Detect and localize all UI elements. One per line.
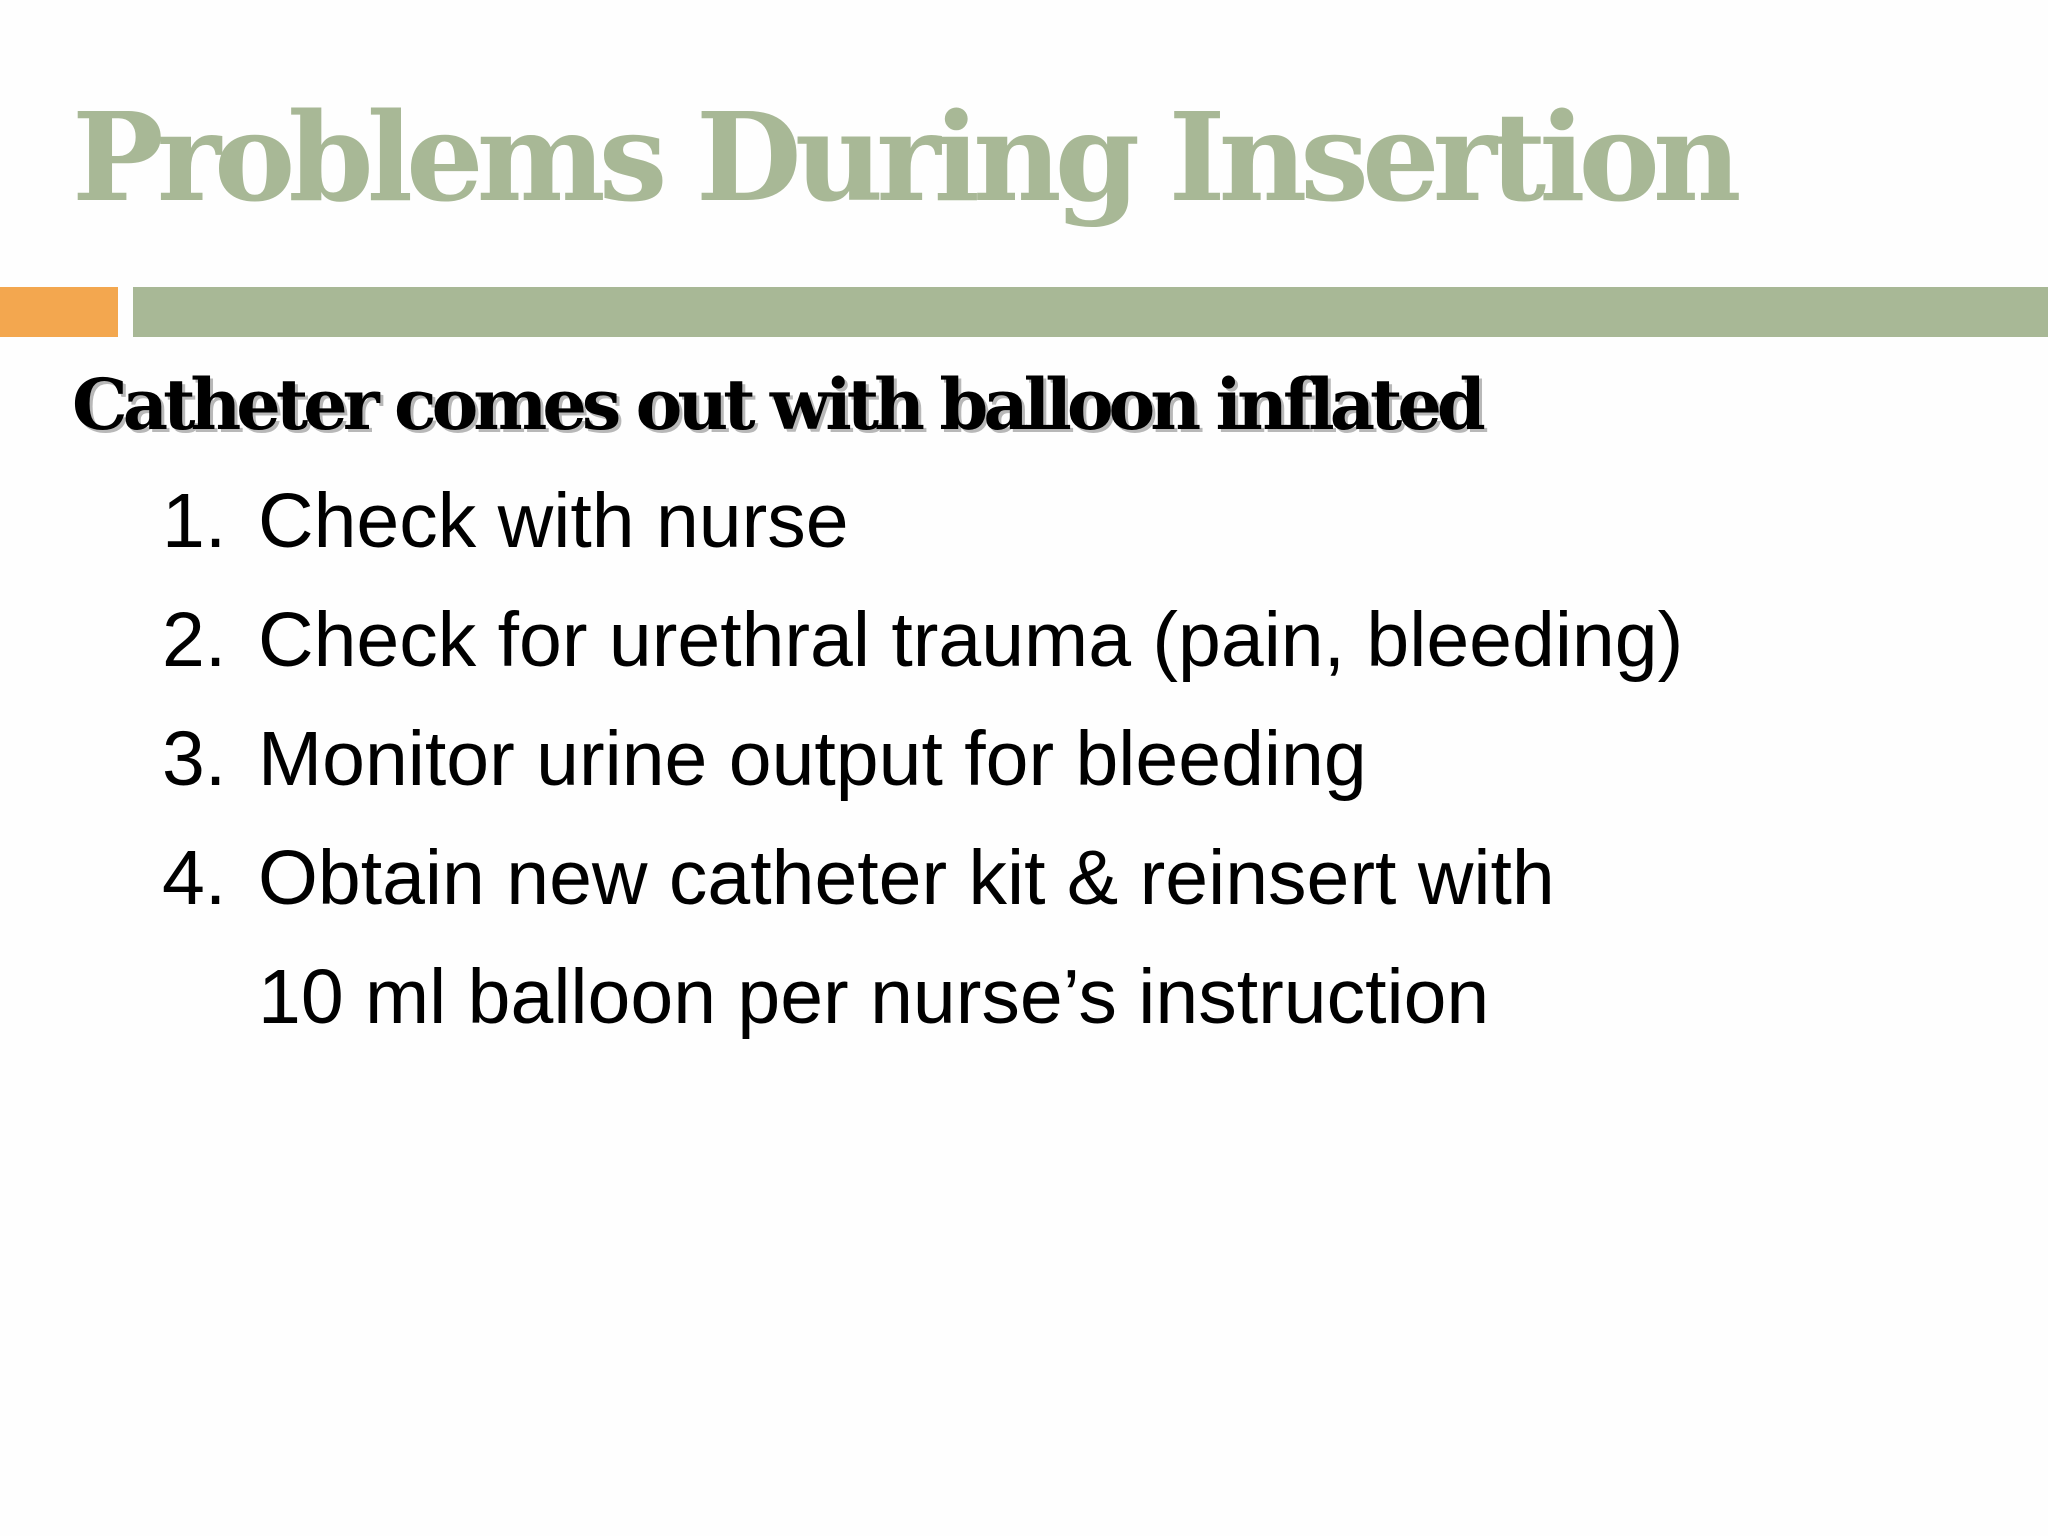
- item-number: 4.: [162, 835, 227, 921]
- item-text: Check with nurse: [258, 478, 849, 564]
- list-item: [162, 596, 1683, 715]
- list-item: [162, 834, 1683, 953]
- title-rule-bar: [133, 287, 2048, 337]
- list-item: [162, 477, 1683, 596]
- item-continuation-text: 10 ml balloon per nurse’s instruction: [258, 954, 1490, 1040]
- item-text: Check for urethral trauma (pain, bleeding): [258, 597, 1684, 683]
- slide-title: Problems During Insertion: [72, 85, 1735, 229]
- accent-block: [0, 287, 118, 337]
- item-number: 1.: [162, 478, 227, 564]
- item-number: 3.: [162, 716, 227, 802]
- item-number: 2.: [162, 597, 227, 683]
- item-text: Monitor urine output for bleeding: [258, 716, 1367, 802]
- slide-subtitle: Catheter comes out with balloon inflated: [72, 363, 1481, 446]
- list-item-continuation: [162, 953, 1683, 1072]
- list-item: [162, 715, 1683, 834]
- item-text: Obtain new catheter kit & reinsert with: [258, 835, 1555, 921]
- steps-list: [162, 477, 1683, 1072]
